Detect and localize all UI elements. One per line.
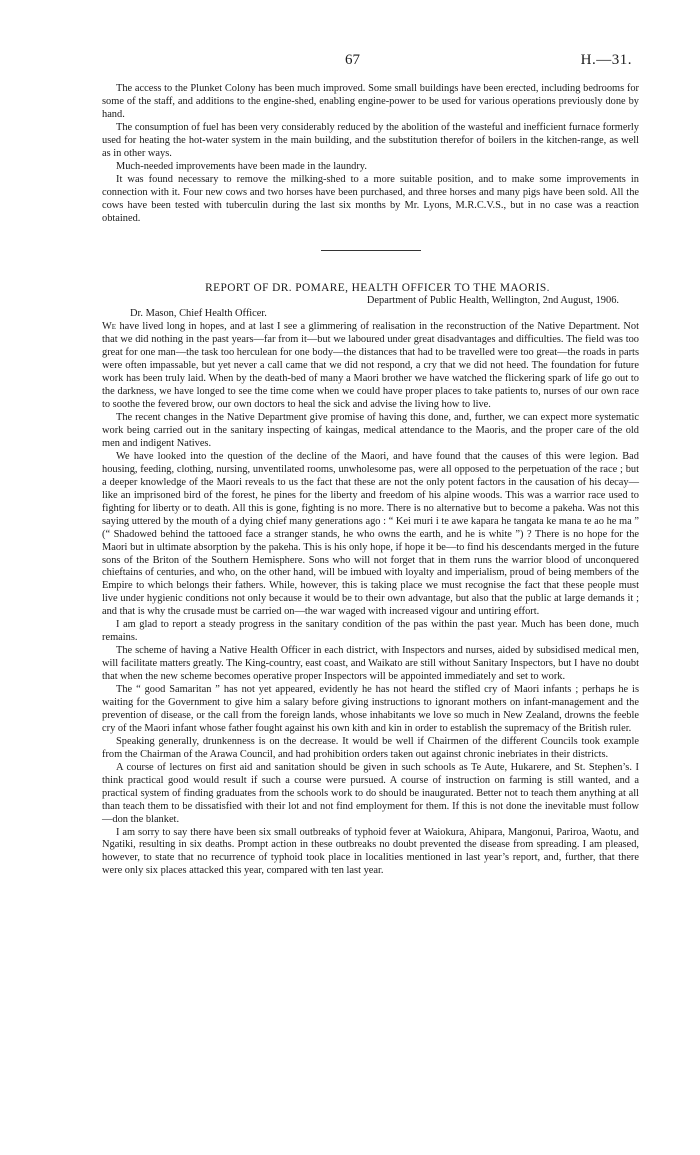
report-paragraph: A course of lectures on first aid and sanitation should be given in such schools as Te Aute, Hukarere, and St. Stephen’s. I think practical good would result if such a course were pursued. A course of instruction on farming is still wanted, and a practical system of finding graduates from the schools work to do should be inaugurated. Better not to teach them anything at all than teach them to be dissatisfied with their lot and not find employment for them. If this is not done the inevitable must follow—don the blanket. <box>102 761 639 825</box>
report-paragraph <box>102 321 639 412</box>
opening-paragraph-text: have lived long in hopes, and at last I see a glimmering of realisation in the reconstruction of the Native Department. Not that we did nothing in the past years—far from it—but we laboured under great disadvantages and difficulties. The field was too great for one man—the task too herculean for one body—the distances that had to be travelled were too great—the roads in parts were often impassable, but yet never a call came that we did not respond, a cry that we did not heed. The foundation for future work has been truly laid. When by the death-bed of many a Maori brother we have watched the flickering spark of life go out to the darkness, we have longed to see the time come when we could have proper places to take patients to, nurses of our own race to soothe the fevered brow, our own doctors to heal the sick and advise the living how to live. <box>102 321 639 411</box>
report-paragraph: I am sorry to say there have been six small outbreaks of typhoid fever at Waiokura, Ahipara, Mangonui, Pariroa, Waotu, and Ngatiki, resulting in six deaths. Prompt action in these outbreaks no doubt prevented the disease from spreading. I am pleased, however, to state that no recurrence of typhoid took place in localities mentioned in last year’s report, and, further, that there were only six places attacked this year, compared with ten last year. <box>102 826 639 877</box>
report-paragraph: The scheme of having a Native Health Officer in each district, with Inspectors and nurses, aided by subsidised medical men, will facilitate matters greatly. The King-country, east coast, and Waikato are still without Sanitary Inspectors, but I have no doubt that when the new scheme becomes operative proper Inspectors will be appointed immediately and set to work. <box>102 645 639 683</box>
document-code: H.—31. <box>580 52 632 68</box>
colony-paragraph: Much-needed improvements have been made in the laundry. <box>116 160 367 172</box>
colony-paragraph: It was found necessary to remove the milking-shed to a more suitable position, and to make some improvements in connection with it. Four new cows and two horses have been purchased, and three horses and many pigs have been sold. All the cows have been tested with tuberculin during the last six months by Mr. Lyons, M.R.C.V.S., but in no case was a reaction obtained. <box>102 173 639 224</box>
colony-paragraph: The consumption of fuel has been very considerably reduced by the abolition of the wasteful and inefficient furnace formerly used for heating the hot-water system in the main building, and the substitution therefor of boilers in the kitchen-range, as well as in other ways. <box>102 121 639 159</box>
report-paragraph: The recent changes in the Native Department give promise of having this done, and, further, we can expect more systematic work being carried out in the sanitary inspecting of kaingas, medical attendance to the Maoris, and the proper care of the old men and indigent Natives. <box>102 412 639 449</box>
section-divider <box>321 250 421 251</box>
report-salutation: Dr. Mason, Chief Health Officer. <box>130 308 267 320</box>
report-dateline: Department of Public Health, Wellington, 2nd August, 1906. <box>366 295 619 307</box>
colony-paragraph: The access to the Plunket Colony has been much improved. Some small buildings have been erected, including bedrooms for some of the staff, and additions to the engine-shed, enabling engine-power to be used for various operations previously done by hand. <box>102 83 639 120</box>
report-paragraph: The “ good Samaritan ” has not yet appeared, evidently he has not heard the stifled cry of Maori infants ; perhaps he is waiting for the Government to give him a salary before giving instructions to ignorant mothers on infant-management and the prevention of disease, or the call from the foreign lands, whose inhabitants we love so much in New Zealand, drowns the feeble cry of the Maori infant whose father fought against his own kith and kin in order to establish the supremacy of the British ruler. <box>102 684 639 734</box>
report-paragraph: Speaking generally, drunkenness is on the decrease. It would be well if Chairmen of the different Councils took example from the Chairman of the Arawa Council, and had prohibition orders taken out against chronic inebriates in their districts. <box>102 735 639 760</box>
report-paragraph: I am glad to report a steady progress in the sanitary condition of the pas within the past year. Much has been done, much remains. <box>102 619 639 644</box>
page-header <box>0 52 700 72</box>
opening-word: We <box>102 321 117 333</box>
report-paragraph: We have looked into the question of the decline of the Maori, and have found that the causes of this were legion. Bad housing, feeding, clothing, nursing, unventilated rooms, unwholesome pas, were all opposed to the perpetuation of the race ; but a deeper knowledge of the Maori reveals to us the fact that these are not the only potent factors in the causation of his decay—like an imprisoned bird of the forest, he pines for the liberty and freedom of his alpine woods. This was a warrior race used to fighting for liberty or to death. All this is gone, fighting is no more. There is no alternative but to become a pakeha. Was not this saying uttered by the mouth of a dying chief many generations ago : “ Kei muri i te awe kapara he tangata ke mana te ao he ma ” (“ Shadowed behind the tattooed face a stranger stands, he who owns the earth, and he is white ”) ? There is no hope for the Maori but in ultimate absorption by the pakeha. This is his only hope, if hope it be—to find his descendants merged in the future sons of the Briton of the Southern Hemisphere. Sons who will not forget that in them runs the warrior blood of unconquered chieftains of centuries, and who, on the other hand, will be imbued with loyalty and imperialism, proud of being members of the Empire to which belongs their fathers. While, however, this is taking place we must recognise the fact that these people must live under hygienic conditions not only because it would be to their own advantage, but also that the public at large demands it ; and that is why the crusade must be carried on—the war waged with increased vigour and untiring effort. <box>102 450 639 618</box>
document-body <box>102 83 639 878</box>
report-title: REPORT OF DR. POMARE, HEALTH OFFICER TO THE MAORIS. <box>205 282 550 295</box>
page-number: 67 <box>345 52 360 68</box>
